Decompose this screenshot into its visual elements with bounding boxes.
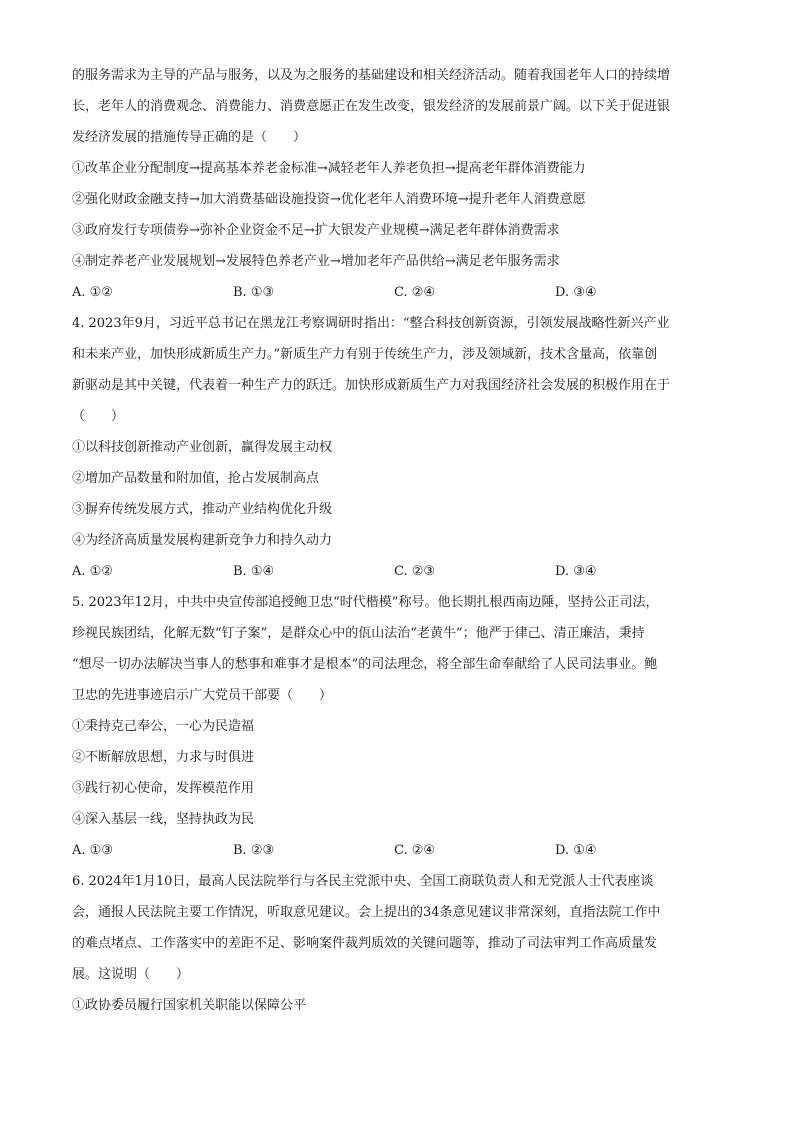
option-b: B. ①③ (233, 285, 275, 300)
question-stem-line: 卫忠的先进事迹启示广大党员干部要（ ） (72, 688, 333, 703)
question-stem-line: （ ） (72, 409, 125, 424)
option-c: C. ②④ (394, 285, 436, 300)
question-3 (72, 60, 722, 308)
statement-item: ②增加产品数量和附加值，抢占发展制高点 (72, 471, 320, 486)
option-d: D. ③④ (555, 285, 597, 300)
question-stem-line: 6. 2024年1月10日，最高人民法院举行与各民主党派中央、全国工商联负责人和无党派人士代表座谈 (72, 874, 654, 889)
statement-item: ④制定养老产业发展规划→发展特色养老产业→增加老年产品供给→满足老年服务需求 (72, 254, 560, 269)
option-d: D. ①④ (555, 843, 597, 858)
question-stem-line: 新驱动是其中关键，代表着一种生产力的跃迁。加快形成新质生产力对我国经济社会发展的积极作用在于 (72, 378, 671, 393)
question-6 (72, 866, 722, 1021)
question-5 (72, 587, 722, 866)
statement-item: ①秉持克己奉公，一心为民造福 (72, 719, 255, 734)
option-d: D. ③④ (555, 564, 597, 579)
option-b: B. ①④ (233, 564, 275, 579)
option-a: A. ①② (72, 285, 113, 300)
question-stem-line: 和未来产业，加快形成新质生产力。”新质生产力有别于传统生产力，涉及领域新，技术含量高，依靠创 (72, 347, 658, 362)
statement-item: ④为经济高质量发展构建新竞争力和持久动力 (72, 533, 333, 548)
question-stem-line: 的服务需求为主导的产品与服务，以及为之服务的基础建设和相关经济活动。随着我国老年人口的持续增 (72, 68, 671, 83)
statement-item: ③摒弃传统发展方式，推动产业结构优化升级 (72, 502, 333, 517)
answer-options (72, 277, 722, 308)
statement-item: ③政府发行专项债券→弥补企业资金不足→扩大银发产业规模→满足老年群体消费需求 (72, 223, 560, 238)
option-a: A. ①② (72, 564, 113, 579)
statement-item: ②强化财政金融支持→加大消费基础设施投资→优化老年人消费环境→提升老年人消费意愿 (72, 192, 586, 207)
statement-item: ③践行初心使命，发挥模范作用 (72, 781, 255, 796)
option-a: A. ①③ (72, 843, 113, 858)
statement-item: ①改革企业分配制度→提高基本养老金标准→减轻老年人养老负担→提高老年群体消费能力 (72, 161, 586, 176)
question-stem-line: 发经济发展的措施传导正确的是（ ） (72, 130, 307, 145)
option-b: B. ②③ (233, 843, 275, 858)
answer-options (72, 556, 722, 587)
answer-options (72, 835, 722, 866)
statement-item: ④深入基层一线，坚持执政为民 (72, 812, 255, 827)
document-page (72, 60, 722, 1021)
statement-item: ①政协委员履行国家机关职能以保障公平 (72, 998, 307, 1013)
statement-item: ①以科技创新推动产业创新，赢得发展主动权 (72, 440, 333, 455)
question-4 (72, 308, 722, 587)
question-stem-line: 展。这说明（ ） (72, 967, 190, 982)
question-stem-line: 5. 2023年12月，中共中央宣传部追授鲍卫忠“时代楷模”称号。他长期扎根西南边陲，坚持公正司法， (72, 595, 659, 610)
question-stem-line: 珍视民族团结，化解无数“钉子案”，是群众心中的佤山法治“老黄牛”；他严于律己、清正廉洁，秉持 (72, 626, 645, 641)
question-stem-line: “想尽一切办法解决当事人的愁事和难事才是根本”的司法理念，将全部生命奉献给了人民司法事业。鲍 (72, 657, 658, 672)
statement-item: ②不断解放思想，力求与时俱进 (72, 750, 255, 765)
question-stem-line: 的难点堵点、工作落实中的差距不足、影响案件裁判质效的关键问题等，推动了司法审判工作高质量发 (72, 936, 658, 951)
question-stem-line: 长，老年人的消费观念、消费能力、消费意愿正在发生改变，银发经济的发展前景广阔。以下关于促进银 (72, 99, 671, 114)
option-c: C. ②④ (394, 843, 436, 858)
option-c: C. ②③ (394, 564, 436, 579)
question-stem-line: 会，通报人民法院主要工作情况，听取意见建议。会上提出的34条意见建议非常深刻，直指法院工作中 (72, 905, 661, 920)
question-stem-line: 4. 2023年9月，习近平总书记在黑龙江考察调研时指出：“整合科技创新资源，引领发展战略性新兴产业 (72, 316, 670, 331)
